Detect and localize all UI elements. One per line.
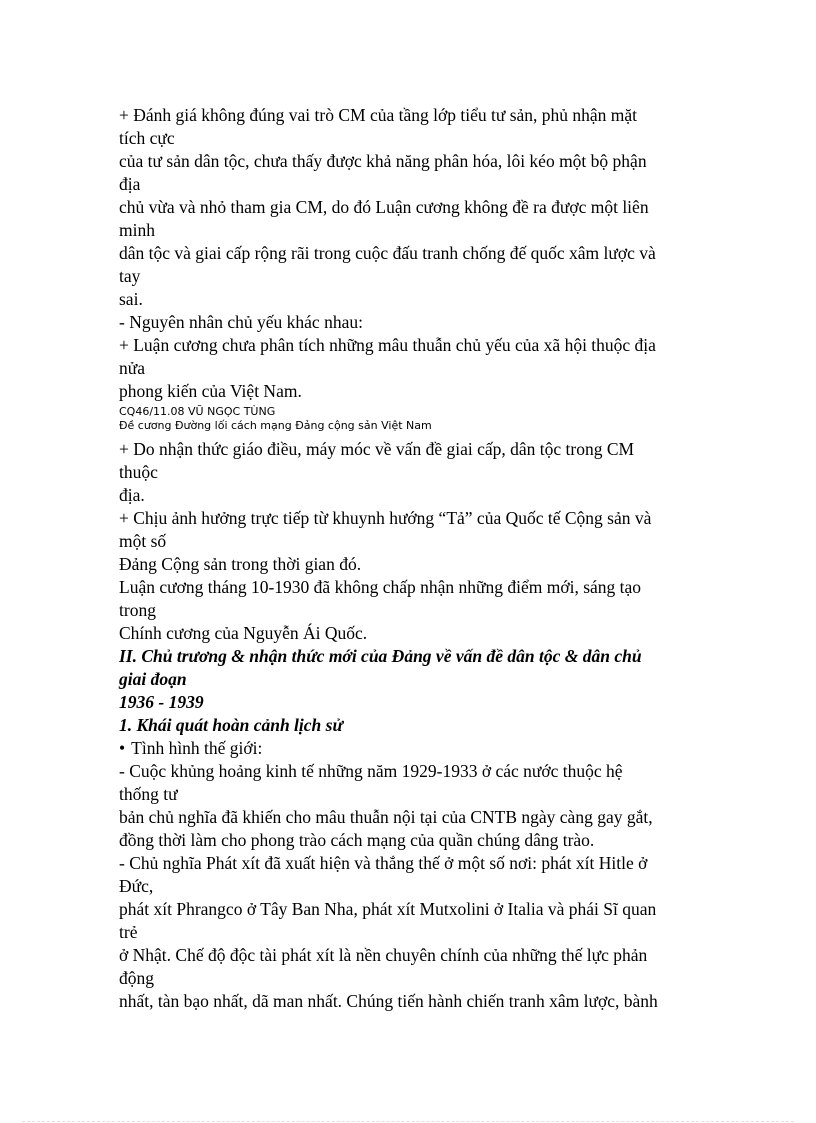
- text-line: địa: [119, 174, 141, 194]
- text-line: Đảng Cộng sản trong thời gian đó.: [119, 554, 362, 574]
- text-line: - Cuộc khủng hoảng kinh tế những năm 1929-1933 ở các nước thuộc hệ: [119, 761, 623, 781]
- text-line: trong: [119, 600, 156, 620]
- text-line: Chính cương của Nguyễn Ái Quốc.: [119, 623, 368, 643]
- section-heading: II. Chủ trương & nhận thức mới của Đảng về vấn đề dân tộc & dân chủ: [119, 646, 642, 666]
- text-line: chủ vừa và nhỏ tham gia CM, do đó Luận cương không đề ra được một liên: [119, 197, 649, 217]
- text-line: một số: [119, 531, 167, 551]
- text-line: động: [119, 968, 154, 988]
- text-line: + Chịu ảnh hưởng trực tiếp từ khuynh hướng “Tả” của Quốc tế Cộng sản và: [119, 508, 652, 528]
- running-header-author: CQ46/11.08 VŨ NGỌC TÙNG: [119, 405, 276, 418]
- text-line: + Luận cương chưa phân tích những mâu thuẫn chủ yếu của xã hội thuộc địa: [119, 335, 656, 355]
- page-bottom-border: [22, 1121, 794, 1122]
- text-line: đồng thời làm cho phong trào cách mạng của quần chúng dâng trào.: [119, 830, 595, 850]
- text-line: tích cực: [119, 128, 175, 148]
- text-line: nhất, tàn bạo nhất, dã man nhất. Chúng tiến hành chiến tranh xâm lược, bành: [119, 991, 658, 1011]
- subsection-heading: 1. Khái quát hoàn cảnh lịch sử: [119, 715, 343, 735]
- text-line: minh: [119, 220, 155, 240]
- text-line: - Chủ nghĩa Phát xít đã xuất hiện và thắng thế ở một số nơi: phát xít Hitle ở: [119, 853, 648, 873]
- text-line: dân tộc và giai cấp rộng rãi trong cuộc đấu tranh chống đế quốc xâm lược và: [119, 243, 656, 263]
- text-line: tay: [119, 266, 141, 286]
- page-content: [119, 104, 699, 1013]
- text-line: sai.: [119, 289, 143, 309]
- text-line: của tư sản dân tộc, chưa thấy được khả năng phân hóa, lôi kéo một bộ phận: [119, 151, 647, 171]
- section-heading: 1936 - 1939: [119, 692, 204, 712]
- text-line: bản chủ nghĩa đã khiến cho mâu thuẫn nội tại của CNTB ngày càng gay gắt,: [119, 807, 653, 827]
- text-line: ở Nhật. Chế độ độc tài phát xít là nền chuyên chính của những thế lực phản: [119, 945, 648, 965]
- running-header-title: Đề cương Đường lối cách mạng Đảng cộng sản Việt Nam: [119, 419, 432, 432]
- bullet-item: • Tình hình thế giới:: [119, 737, 699, 760]
- text-line: + Đánh giá không đúng vai trò CM của tầng lớp tiểu tư sản, phủ nhận mặt: [119, 105, 638, 125]
- text-line: - Nguyên nhân chủ yếu khác nhau:: [119, 312, 363, 332]
- text-line: địa.: [119, 485, 145, 505]
- text-line: thống tư: [119, 784, 178, 804]
- text-line: Luận cương tháng 10-1930 đã không chấp nhận những điểm mới, sáng tạo: [119, 577, 642, 597]
- text-line: phát xít Phrangco ở Tây Ban Nha, phát xít Mutxolini ở Italia và phái Sĩ quan: [119, 899, 657, 919]
- text-line: thuộc: [119, 462, 158, 482]
- text-line: trẻ: [119, 922, 138, 942]
- text-line: nửa: [119, 358, 146, 378]
- section-heading: giai đoạn: [119, 669, 187, 689]
- text-line: + Do nhận thức giáo điều, máy móc về vấn đề giai cấp, dân tộc trong CM: [119, 439, 635, 459]
- text-line: Đức,: [119, 876, 154, 896]
- text-line: phong kiến của Việt Nam.: [119, 381, 302, 401]
